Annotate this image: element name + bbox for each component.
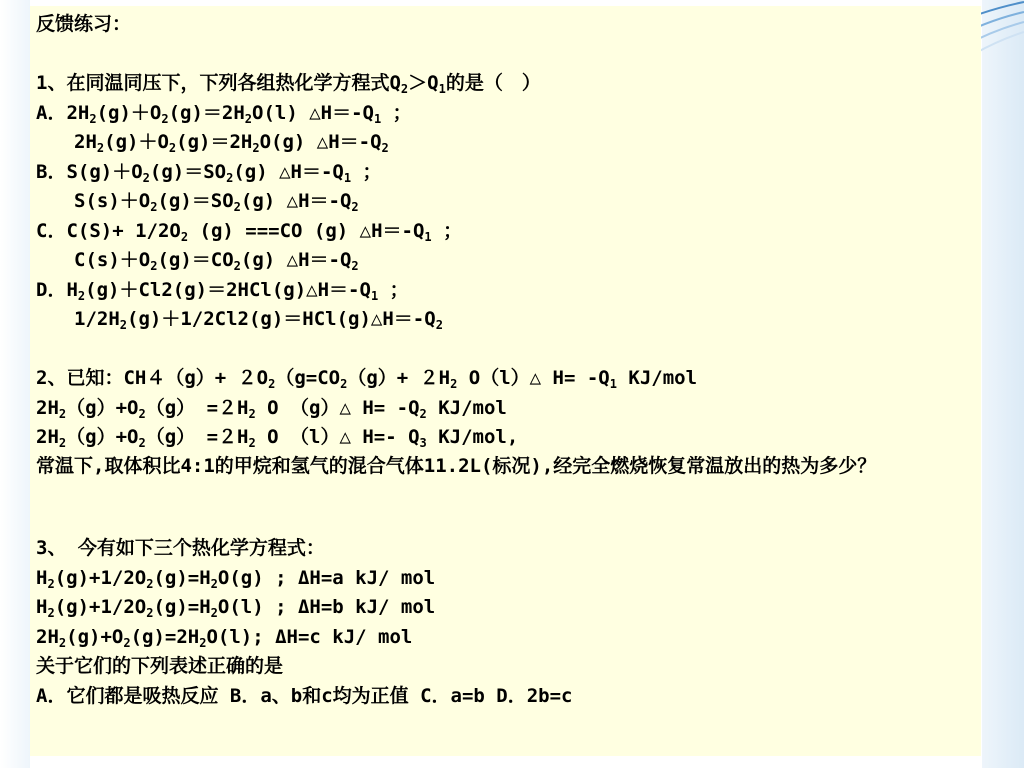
q1-option-a-line1: A．$2H_2(g)+O_2(g)=2H_2O(l)$ $\triangle H=-Q_1$ ； (36, 101, 412, 126)
q2-question: 常温下,取体积比4:1的甲烷和氢气的混合气体11.2L(标况),经完全燃烧恢复常温放出的热为多少？ (36, 454, 877, 477)
q3-equation-1: $H_2(g)+1/2O_2(g)=H_2O(g)$ ; ΔH=a kJ/ mol (36, 566, 436, 591)
spacer (36, 335, 975, 365)
spacer (36, 505, 975, 535)
q3-options: A．它们都是吸热反应 B．a、b和c均为正值 C．a=b D．2b=c (36, 684, 573, 707)
q3-stem: 3、 今有如下三个热化学方程式： (36, 537, 325, 559)
q1-option-d-line2: $1/2H_2(g)+1/2Cl2(g)=HCl(g)\triangle H=-Q_2$ (74, 308, 443, 332)
q1-option-b-line2: $S(s)+O_2(g)=SO_2(g)$ $\triangle H=-Q_2$ (74, 190, 359, 214)
q2-equation-1: 2、已知：$CH4(g)+ 2O_2(g=CO_2(g)+ 2H_2$ O（l）△ $H= -Q_1$ KJ/mol (36, 367, 698, 391)
q2-equation-3: $2H_2(g)+O_2(g) =2H_2$ O （l）△ H=- $Q_3$ KJ/mol, (36, 426, 519, 450)
q1-option-d-line1: D．$H_2(g)+Cl2(g)=2HCl(g)\triangle H=-Q_1$ ； (36, 278, 409, 303)
q2-equation-2: $2H_2(g)+O_2(g) =2H_2$ O （g）△ $H= -Q_2$ KJ/mol (36, 396, 507, 421)
q1-stem: 1、在同温同压下，下列各组热化学方程式$Q_2>Q_1$的是（ ） (36, 72, 541, 96)
spacer (36, 40, 975, 70)
page-heading: 反馈练习： (36, 13, 132, 35)
slide-left-margin (0, 0, 30, 768)
q3-equation-2: $H_2(g)+1/2O_2(g)=H_2O(l)$ ; ΔH=b kJ/ mol (36, 596, 436, 620)
q3-question: 关于它们的下列表述正确的是 (36, 655, 284, 677)
q1-option-b-line1: B．$S(g)+O_2(g)=SO_2(g)$ $\triangle H=-Q_1$ ； (36, 160, 382, 185)
exercise-panel (30, 6, 981, 756)
q3-equation-3: $2H_2(g)+O_2(g)=2H_2O(l)$; ΔH=c kJ/ mol (36, 625, 413, 650)
q1-option-c-line1: C．$C(S)+ 1/2O_2$ (g) ===CO (g) $\triangle H=-Q_1$ ； (36, 219, 463, 244)
q1-option-a-line2: $2H_2(g)+O_2(g)=2H_2O(g)$ $\triangle H=-Q_2$ (74, 131, 389, 155)
slide-right-margin (982, 0, 1024, 768)
q1-option-c-line2: $C(s)+O_2(g)=CO_2(g)$ $\triangle H=-Q_2$ (74, 249, 359, 273)
